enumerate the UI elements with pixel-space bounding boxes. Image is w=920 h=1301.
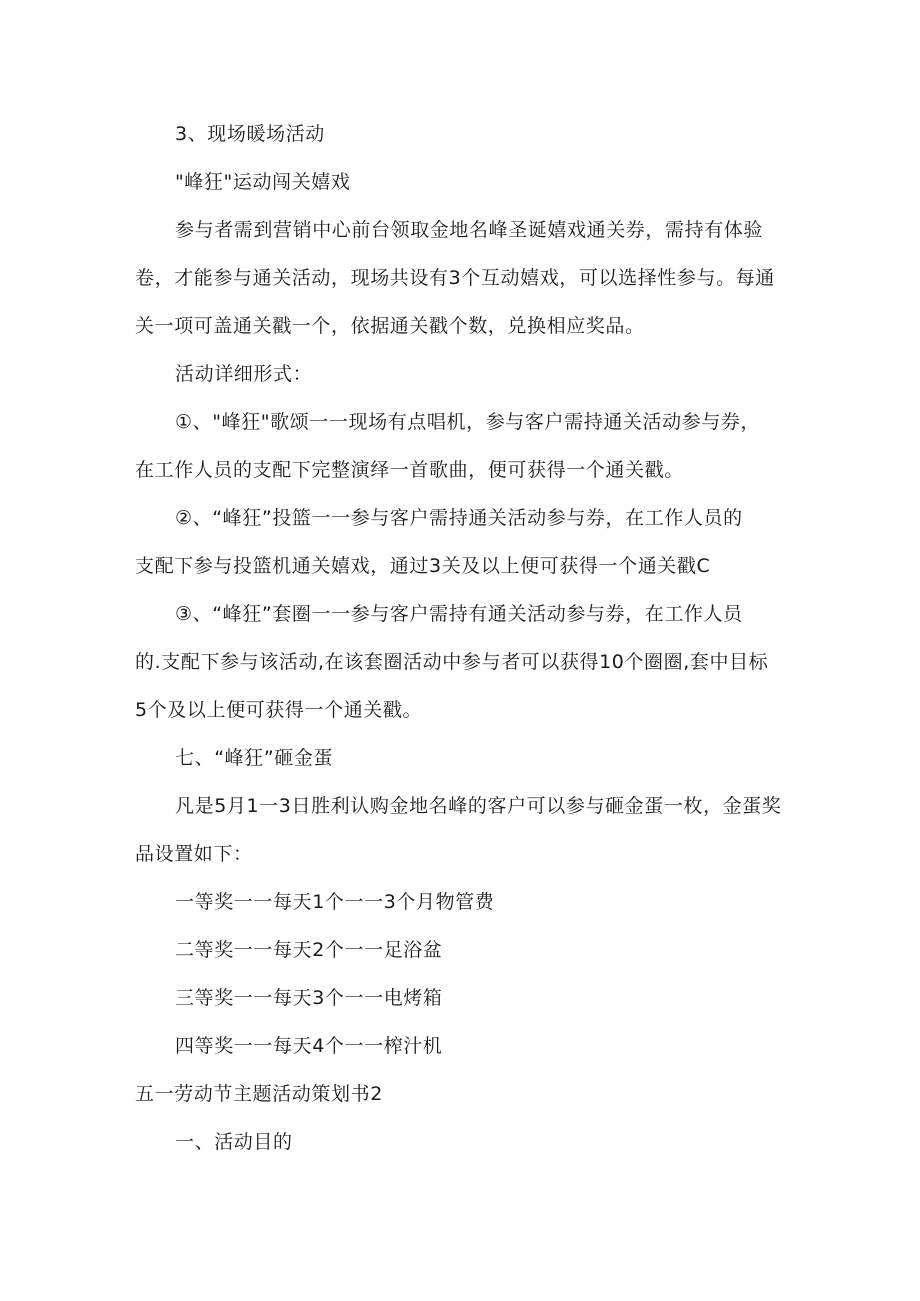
prize-second: 二等奖一一每天2个一一足浴盆: [175, 939, 443, 961]
paragraph-line: 关一项可盖通关戳一个，依据通关戳个数，兑换相应奖品。: [135, 315, 645, 337]
paragraph-line: 参与者需到营销中心前台领取金地名峰圣诞嬉戏通关券，需持有体验: [175, 219, 764, 241]
prize-third: 三等奖一一每天3个一一电烤箱: [175, 987, 443, 1009]
section-heading-golden-egg: 七、“峰狂”砸金蛋: [175, 747, 334, 769]
list-item-singing: ①、"峰狂"歌颂一一现场有点唱机，参与客户需持通关活动参与券，: [175, 411, 761, 433]
prize-fourth: 四等奖一一每天4个一一榨汁机: [175, 1035, 443, 1057]
document-title-2: 五一劳动节主题活动策划书2: [135, 1083, 383, 1105]
list-item-basketball: ②、“峰狂”投篮一一参与客户需持通关活动参与券，在工作人员的: [175, 507, 743, 529]
section-heading-warmup: 3、现场暖场活动: [175, 123, 325, 145]
subheading-activity-format: 活动详细形式：: [175, 363, 313, 385]
paragraph-line: 在工作人员的支配下完整演绎一首歌曲，便可获得一个通关戳。: [135, 459, 684, 481]
subheading-challenge-game: "峰狂"运动闯关嬉戏: [175, 171, 351, 193]
prize-first: 一等奖一一每天1个一一3个月物管费: [175, 891, 495, 913]
paragraph-line: 凡是5月1一3日胜利认购金地名峰的客户可以参与砸金蛋一枚，金蛋奖: [175, 795, 782, 817]
paragraph-line: 卷，才能参与通关活动，现场共设有3个互动嬉戏，可以选择性参与。每通: [135, 267, 775, 289]
list-item-ring-toss: ③、“峰狂”套圈一一参与客户需持有通关活动参与券，在工作人员: [175, 603, 743, 625]
paragraph-line: 支配下参与投篮机通关嬉戏，通过3关及以上便可获得一个通关戳C: [135, 555, 711, 577]
paragraph-line: 5个及以上便可获得一个通关戳。: [135, 699, 423, 721]
paragraph-line: 品设置如下：: [135, 843, 253, 865]
section-heading-purpose: 一、活动目的: [175, 1131, 293, 1153]
paragraph-line: 的.支配下参与该活动,在该套圈活动中参与者可以获得10个圈圈,套中目标: [135, 651, 769, 673]
